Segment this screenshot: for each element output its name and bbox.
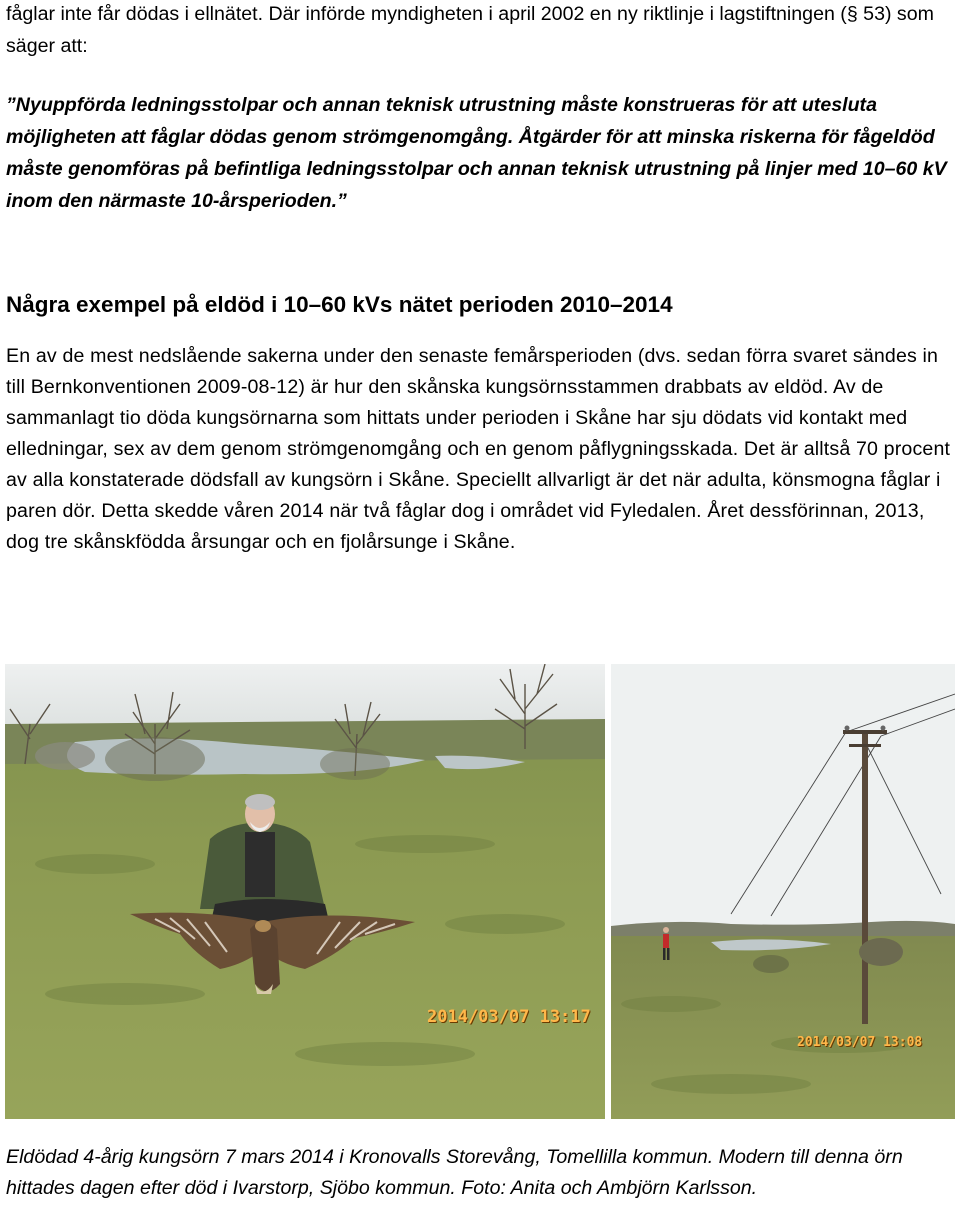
intro-paragraph: fåglar inte får dödas i ellnätet. Där införde myndigheten i april 2002 en ny riktlinje i lagstiftningen (§ 53) som säger att: (6, 3, 934, 57)
eagle-photo-scene (5, 664, 605, 1119)
legal-quote: ”Nyuppförda ledningsstolpar och annan teknisk utrustning måste konstrueras för att utesluta möjligheten att fåglar dödas genom strömgenomgång. Åtgärder för att minska riskerna för fågeldöd måste genomföras på befintliga ledningsstolpar och annan teknisk utrustning på linjer med 10–60 kV inom den närmaste 10-årsperioden.” (6, 94, 947, 212)
power-pole-photo-scene (611, 664, 955, 1119)
photo-timestamp-left: 2014/03/07 13:17 (427, 1007, 591, 1027)
section-body: En av de mest nedslående sakerna under den senaste femårsperioden (dvs. sedan förra svaret sändes in till Bernkonventionen 2009-08-12) är hur den skånska kungsörnsstammen drabbats av eldöd. Av de sammanlagt tio döda kungsörnarna som hittats under perioden i Skåne har sju dödats vid kontakt med elledningar, sex av dem genom strömgenomgång och en genom påflygningsskada. Det är alltså 70 procent av alla konstaterade dödsfall av kungsörn i Skåne. Speciellt allvarligt är det när adulta, könsmogna fåglar i paren dör. Detta skedde våren 2014 när två fåglar dog i området vid Fyledalen. Året dessförinnan, 2013, dog tre skånskfödda årsungar och en fjolårsunge i Skåne. (6, 345, 951, 553)
eagle-photo (5, 664, 605, 1119)
section-heading: Några exempel på eldöd i 10–60 kVs nätet perioden 2010–2014 (6, 292, 673, 317)
photo-timestamp-right: 2014/03/07 13:08 (797, 1035, 923, 1050)
power-pole-photo (611, 664, 955, 1119)
photo-caption: Eldödad 4-årig kungsörn 7 mars 2014 i Kronovalls Storevång, Tomellilla kommun. Modern till denna örn hittades dagen efter död i Ivarstorp, Sjöbo kommun. Foto: Anita och Ambjörn Karlsson. (6, 1146, 903, 1199)
